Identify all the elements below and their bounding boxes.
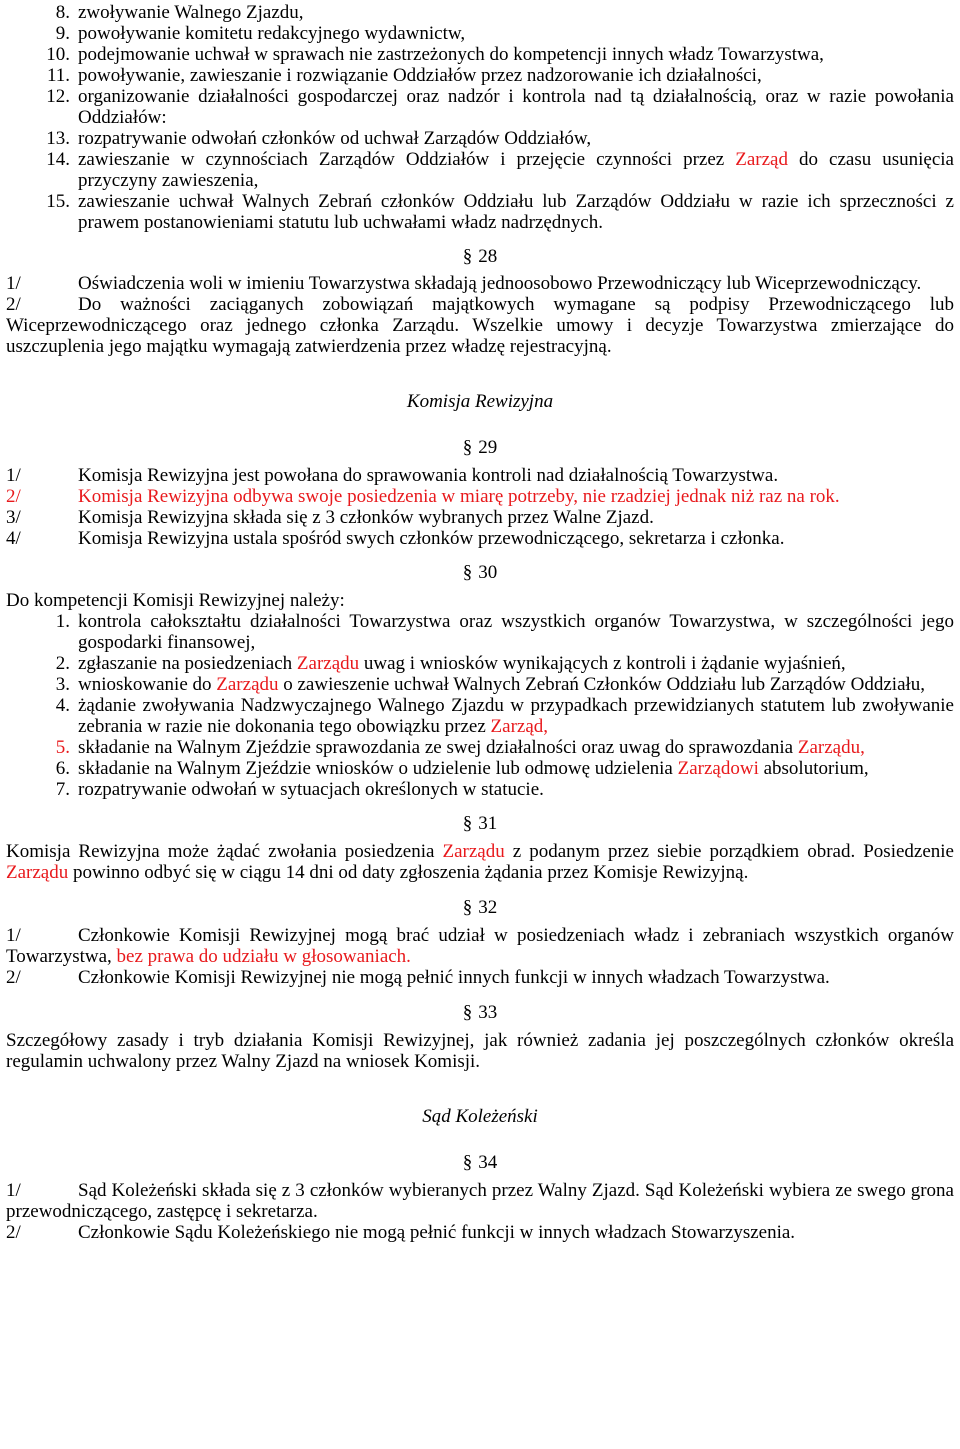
point-marker: 1/: [6, 925, 21, 946]
section-number: 34: [478, 1152, 498, 1173]
list-text: rozpatrywanie odwołań w sytuacjach określonych w statucie.: [78, 779, 544, 800]
section-32-point-1: [6, 925, 954, 967]
point-marker: 2/: [6, 1222, 21, 1243]
list-number: 3.: [55, 674, 70, 695]
list-number: 4.: [55, 695, 70, 716]
list-item: [6, 737, 954, 758]
section-number: 29: [478, 437, 498, 458]
list-number: 14.: [46, 149, 70, 170]
point-text: Członkowie Sądu Koleżeńskiego nie mogą pełnić funkcji w innych władzach Stowarzyszenia.: [78, 1222, 796, 1243]
section-34-point-1: [6, 1180, 954, 1222]
highlighted-text: Zarządu,: [797, 737, 865, 758]
section-number: 31: [478, 813, 498, 834]
section-30-intro: Do kompetencji Komisji Rewizyjnej należy:: [6, 590, 345, 611]
point-marker: 4/: [6, 528, 21, 549]
section-heading-31: [6, 813, 954, 834]
list-item: [6, 758, 954, 779]
list-text: zawieszanie w czynnościach Zarządów Oddziałów i przejęcie czynności przez: [78, 149, 736, 170]
list-number: 9.: [55, 23, 70, 44]
paragraph-symbol: §: [462, 437, 473, 458]
section-heading-28: [6, 246, 954, 267]
highlighted-text: Zarząd: [735, 149, 788, 170]
section-number: 32: [478, 897, 498, 918]
list-text: zgłaszanie na posiedzeniach: [78, 653, 297, 674]
point-text: Komisja Rewizyjna ustala spośród swych członków przewodniczącego, sekretarza i członka.: [78, 528, 785, 549]
list-text: o zawieszenie uchwał Walnych Zebrań Członków Oddziału lub Zarządów Oddziału,: [278, 674, 926, 695]
list-item: [6, 44, 954, 65]
list-text: zwoływanie Walnego Zjazdu,: [78, 2, 304, 23]
list-text: rozpatrywanie odwołań członków od uchwał Zarządów Oddziałów,: [78, 128, 592, 149]
section-29-point-4: [6, 528, 954, 549]
paragraph-symbol: §: [462, 813, 473, 834]
komisja-powers-list: [6, 611, 954, 800]
list-number: 10.: [46, 44, 70, 65]
list-item: [6, 674, 954, 695]
paragraph-symbol: §: [462, 1002, 473, 1023]
list-number: 15.: [46, 191, 70, 212]
highlighted-text: bez prawa do udziału w głosowaniach.: [116, 946, 411, 967]
highlighted-text: Zarządu: [442, 841, 505, 862]
list-number: 11.: [46, 65, 70, 86]
section-number: 33: [478, 1002, 498, 1023]
highlighted-text: Zarządu: [296, 653, 360, 674]
list-text: kontrola całokształtu działalności Towarzystwa oraz wszystkich organów Towarzystwa, w szczególności jego gospodarki finansowej,: [78, 611, 954, 653]
list-text: do czasu usunięcia przyczyny zawieszenia,: [78, 149, 954, 191]
list-item: [6, 611, 954, 653]
list-item: [6, 695, 954, 737]
list-text: podejmowanie uchwał w sprawach nie zastrzeżonych do kompetencji innych władz Towarzystwa,: [78, 44, 824, 65]
point-text: Komisja Rewizyjna składa się z 3 członków wybranych przez Walne Zjazd.: [78, 507, 654, 528]
section-heading-30: [6, 562, 954, 583]
point-text: Oświadczenia woli w imieniu Towarzystwa składają jednoosobowo Przewodniczący lub Wiceprzewodniczący.: [78, 273, 922, 294]
list-text: składanie na Walnym Zjeździe sprawozdania ze swej działalności oraz uwag do sprawozdania: [78, 737, 798, 758]
paragraph-symbol: §: [462, 1152, 473, 1173]
list-text: powoływanie komitetu redakcyjnego wydawnictw,: [78, 23, 466, 44]
section-32-point-2: [6, 967, 954, 988]
section-33-text: Szczegółowy zasady i tryb działania Komisji Rewizyjnej, jak również zadania jej poszczególnych członków określa regulamin uchwalony przez Walny Zjazd na wniosek Komisji.: [6, 1030, 954, 1072]
section-number: 30: [478, 562, 498, 583]
list-text: wnioskowanie do: [78, 674, 217, 695]
paragraph-text: Komisja Rewizyjna może żądać zwołania posiedzenia: [6, 841, 443, 862]
paragraph-symbol: §: [462, 897, 473, 918]
point-marker: 1/: [6, 465, 21, 486]
paragraph-symbol: §: [462, 562, 473, 583]
list-item: [6, 86, 954, 128]
list-item: [6, 23, 954, 44]
point-marker: 1/: [6, 1180, 21, 1201]
point-text: Komisja Rewizyjna jest powołana do sprawowania kontroli nad działalnością Towarzystwa.: [78, 465, 779, 486]
list-number: 13.: [46, 128, 70, 149]
point-text: Do ważności zaciąganych zobowiązań majątkowych wymagane są podpisy Przewodniczącego lub Wiceprzewodniczącego oraz jednego członka Zarządu. Wszelkie umowy i decyzje Towarzystwa zmierzające do uszczuplenia jego majątku wymagają zatwierdzenia przez władzę rejestracyjną.: [6, 294, 954, 357]
list-text: powoływanie, zawieszanie i rozwiązanie Oddziałów przez nadzorowanie ich działalności,: [78, 65, 762, 86]
list-item: [6, 128, 954, 149]
heading-sad-kolezenski: Sąd Koleżeński: [422, 1106, 538, 1127]
section-34-point-2: [6, 1222, 954, 1243]
list-number: 5.: [55, 737, 70, 758]
point-text: Członkowie Komisji Rewizyjnej mogą brać udział w posiedzeniach władz i zebraniach wszystkich organów Towarzystwa,: [6, 925, 954, 967]
powers-list: [6, 2, 954, 233]
highlighted-text: Zarząd,: [490, 716, 549, 737]
highlighted-text: Zarządu: [216, 674, 279, 695]
point-marker: 2/: [6, 294, 21, 315]
list-item: [6, 191, 954, 233]
section-heading-32: [6, 897, 954, 918]
list-number: 8.: [55, 2, 70, 23]
list-number: 2.: [55, 653, 70, 674]
paragraph-symbol: §: [462, 246, 473, 267]
point-text: Komisja Rewizyjna odbywa swoje posiedzenia w miarę potrzeby, nie rzadziej jednak niż raz na rok.: [78, 486, 840, 507]
list-item: [6, 149, 954, 191]
list-number: 1.: [55, 611, 70, 632]
list-text: składanie na Walnym Zjeździe wniosków o udzielenie lub odmowę udzielenia: [78, 758, 678, 779]
point-marker: 2/: [6, 967, 21, 988]
list-number: 6.: [55, 758, 70, 779]
highlighted-text: Zarządowi: [677, 758, 759, 779]
paragraph-text: z podanym przez siebie porządkiem obrad. Posiedzenie: [504, 841, 954, 862]
list-item: [6, 779, 954, 800]
list-text: uwag i wniosków wynikających z kontroli i żądanie wyjaśnień,: [359, 653, 846, 674]
list-item: [6, 653, 954, 674]
section-heading-33: [6, 1002, 954, 1023]
section-31-text: [6, 841, 954, 883]
list-text: zawieszanie uchwał Walnych Zebrań członków Oddziału lub Zarządów Oddziału w razie ich sprzeczności z prawem postanowieniami statutu lub uchwałami władz nadrzędnych.: [78, 191, 954, 233]
section-number: 28: [478, 246, 498, 267]
list-text: absolutorium,: [758, 758, 869, 779]
highlighted-text: Zarządu: [6, 862, 69, 883]
heading-komisja-rewizyjna: Komisja Rewizyjna: [406, 391, 554, 412]
document-page: [0, 2, 960, 1243]
list-number: 7.: [55, 779, 70, 800]
section-29-point-3: [6, 507, 954, 528]
section-28-point-2: [6, 294, 954, 357]
list-item: [6, 2, 954, 23]
section-28-point-1: [6, 273, 954, 294]
point-text: Członkowie Komisji Rewizyjnej nie mogą pełnić innych funkcji w innych władzach Towarzystwa.: [78, 967, 830, 988]
paragraph-text: powinno odbyć się w ciągu 14 dni od daty zgłoszenia żądania przez Komisje Rewizyjną.: [68, 862, 749, 883]
point-marker: 1/: [6, 273, 21, 294]
section-29-point-2: [6, 486, 954, 507]
point-marker: 2/: [6, 486, 21, 507]
section-29-point-1: [6, 465, 954, 486]
section-heading-34: [6, 1152, 954, 1173]
list-item: [6, 65, 954, 86]
list-text: organizowanie działalności gospodarczej oraz nadzór i kontrola nad tą działalnością, oraz w razie powołania Oddziałów:: [78, 86, 954, 128]
point-text: Sąd Koleżeński składa się z 3 członków wybieranych przez Walny Zjazd. Sąd Koleżeński wybiera ze swego grona przewodniczącego, zastępcę i sekretarza.: [6, 1180, 954, 1222]
section-heading-29: [6, 437, 954, 458]
list-number: 12.: [46, 86, 70, 107]
point-marker: 3/: [6, 507, 21, 528]
list-text: żądanie zwoływania Nadzwyczajnego Walnego Zjazdu w przypadkach przewidzianych statutem lub zwoływanie zebrania w razie nie dokonania tego obowiązku przez: [78, 695, 954, 737]
